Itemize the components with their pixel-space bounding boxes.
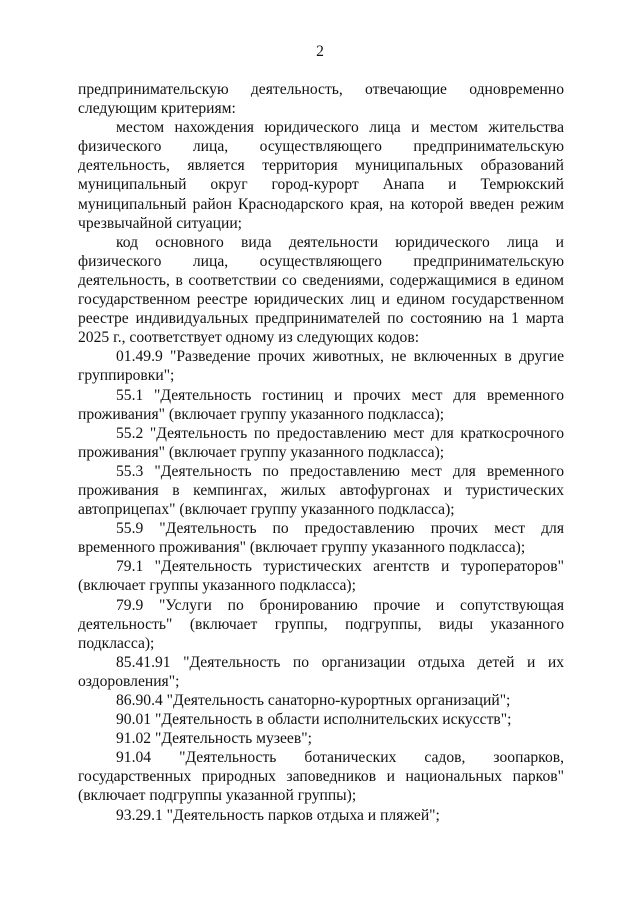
- code-item: 79.9 "Услуги по бронированию прочие и сопутствующая деятельность" (включает группы, подгруппы, виды указанного подкласса);: [78, 596, 564, 652]
- code-item: 01.49.9 "Разведение прочих животных, не включенных в другие группировки";: [78, 348, 564, 385]
- code-item: 55.9 "Деятельность по предоставлению прочих мест для временного проживания" (включает группу указанного подкласса);: [78, 520, 564, 557]
- code-item: 55.1 "Деятельность гостиниц и прочих мест для временного проживания" (включает группу указанного подкласса);: [78, 386, 564, 423]
- code-item: 90.01 "Деятельность в области исполнительских искусств";: [116, 711, 512, 729]
- paragraph: предпринимательскую деятельность, отвечающие одновременно следующим критериям:: [78, 81, 564, 118]
- code-item: 86.90.4 "Деятельность санаторно-курортных организаций";: [116, 692, 511, 709]
- page-number: 2: [316, 43, 324, 60]
- code-item: 85.41.91 "Деятельность по организации отдыха детей и их оздоровления";: [78, 653, 564, 690]
- code-item: 91.02 "Деятельность музеев";: [116, 730, 312, 748]
- paragraph: местом нахождения юридического лица и местом жительства физического лица, осуществляющего предпринимательскую деятельность, является территория муниципальных образований муниципальный округ город-курорт Анапа и Темрюкский муниципальный район Краснодарского края, на которой введен режим чрезвычайной ситуации;: [78, 119, 564, 232]
- code-item: 93.29.1 "Деятельность парков отдыха и пляжей";: [116, 806, 440, 824]
- code-item: 91.04 "Деятельность ботанических садов, зоопарков, государственных природных заповедников и национальных парков" (включает подгруппы указанной группы);: [78, 749, 564, 805]
- document-body: [78, 80, 564, 825]
- paragraph: код основного вида деятельности юридического лица и физического лица, осуществляющего предпринимательскую деятельность, в соответствии со сведениями, содержащимися в едином государственном реестре юридических лиц и едином государственном реестре индивидуальных предпринимателей по состоянию на 1 марта 2025 г., соответствует одному из следующих кодов:: [78, 233, 564, 347]
- code-item: 55.3 "Деятельность по предоставлению мест для временного проживания в кемпингах, жилых автофургонах и туристических автоприцепах" (включает группу указанного подкласса);: [78, 462, 564, 519]
- code-item: 79.1 "Деятельность туристических агентств и туроператоров" (включает группы указанного подкласса);: [78, 558, 564, 595]
- code-item: 55.2 "Деятельность по предоставлению мест для краткосрочного проживания" (включает группу указанного подкласса);: [78, 424, 564, 461]
